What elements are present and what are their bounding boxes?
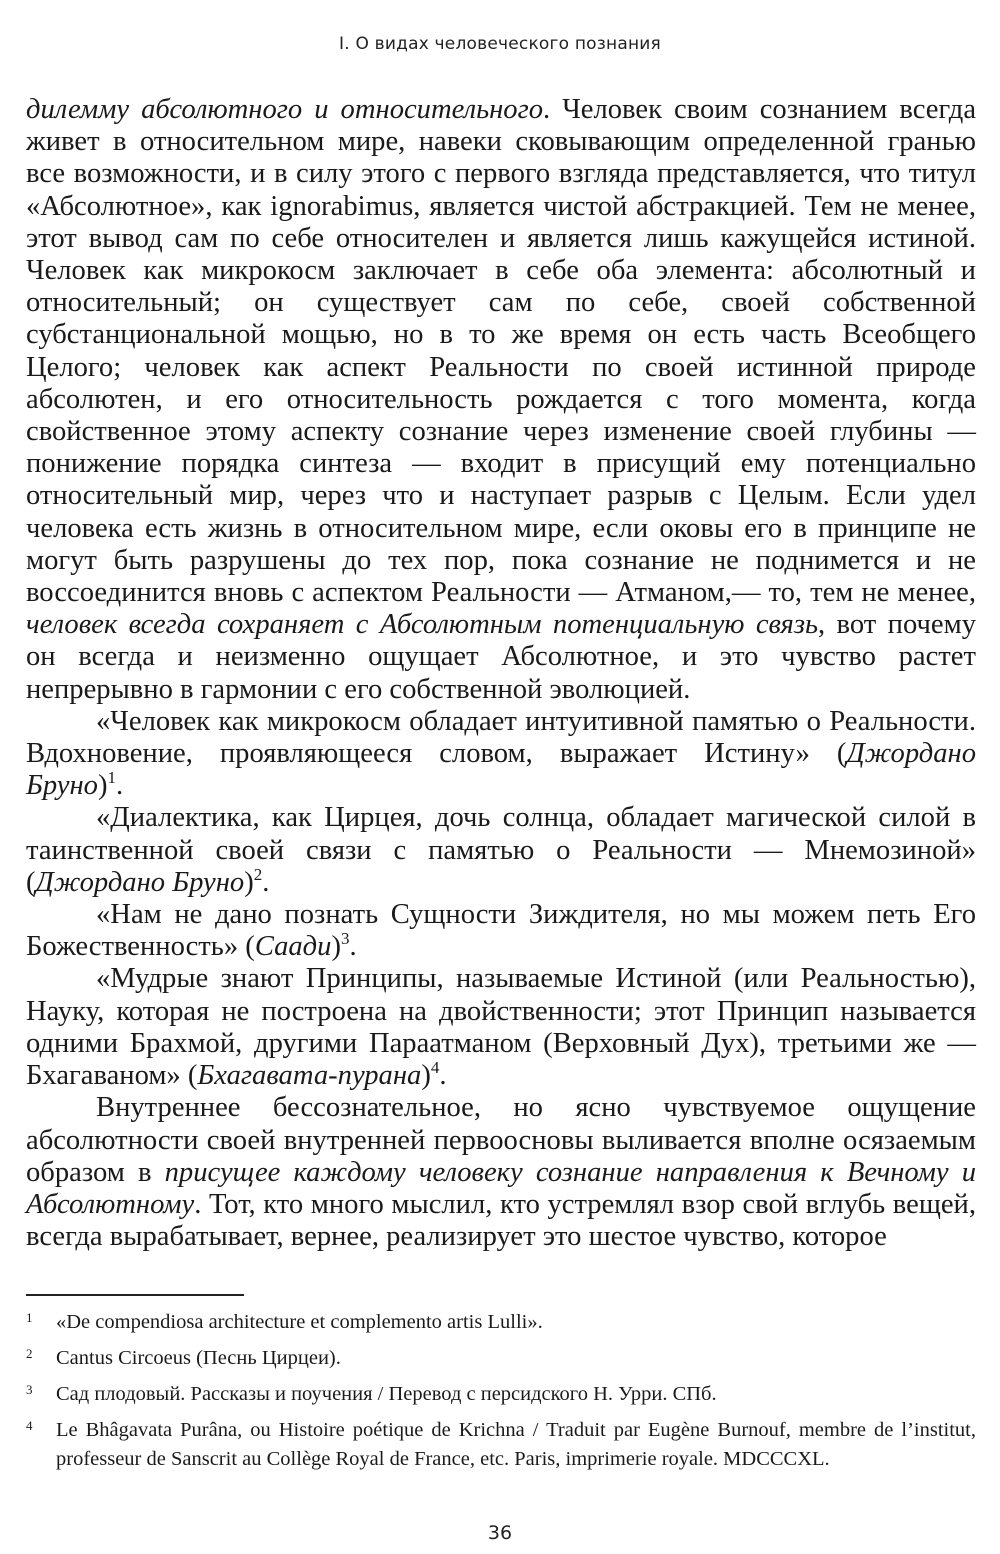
footnote-ref: 2 bbox=[253, 864, 263, 884]
text-run: . bbox=[439, 1060, 447, 1092]
emphasis: человек всегда сохраняет с Абсолютным потенциальную связь bbox=[26, 609, 819, 641]
footnote-rule bbox=[26, 1294, 244, 1296]
quote-text: «Мудрые знают Принципы, называемые Истиной (или Реальностью), Науку, которая не построена на двойственности; этот Принцип называется одними Брахмой, другими Параатманом (Верховный Дух), третьими же — Бхагаваном» ( bbox=[26, 963, 976, 1092]
text-run: . bbox=[262, 866, 270, 898]
running-title: I. О видах человеческого познания bbox=[339, 34, 661, 54]
paragraph-1 bbox=[26, 94, 976, 706]
text-run: ) bbox=[421, 1060, 431, 1092]
quote-text: «Человек как микрокосм обладает интуитивной памятью о Реальности. Вдохновение, проявляющееся словом, выражает Истину» ( bbox=[26, 705, 976, 770]
footnote-item bbox=[26, 1416, 976, 1474]
main-text bbox=[26, 94, 976, 1253]
text-run: ) bbox=[331, 931, 341, 963]
text-run: ) bbox=[97, 770, 108, 802]
footnote-number: 4 bbox=[26, 1418, 33, 1433]
footnote-ref: 4 bbox=[430, 1058, 440, 1078]
quote-paragraph-bhagavata bbox=[26, 963, 976, 1092]
quote-text: «Диалектика, как Цирцея, дочь солнца, обладает магической силой в таинственной своей связи с памятью о Реальности — Мнемозиной» ( bbox=[26, 802, 976, 898]
footnote-text: «De compendiosa architecture et complemento artis Lulli». bbox=[56, 1311, 543, 1333]
footnote-item bbox=[26, 1308, 976, 1337]
footnote-ref: 3 bbox=[340, 929, 350, 949]
quote-paragraph-saadi bbox=[26, 899, 976, 963]
quote-author: Джордано Бруно bbox=[35, 866, 245, 898]
text-run: ) bbox=[244, 866, 254, 898]
quote-text: «Нам не дано познать Сущности Зиждителя, но мы можем петь Его Божественность» ( bbox=[26, 899, 976, 963]
text-run: . Тот, кто много мыслил, кто устремлял взор свой вглубь вещей, всегда вырабатывает, вернее, реализирует это шестое чувство, которое bbox=[26, 1188, 976, 1253]
text-run: . bbox=[116, 770, 124, 802]
quote-paragraph-bruno-2 bbox=[26, 802, 976, 899]
text-run: . bbox=[349, 931, 357, 963]
text-run: , вот почему он всегда и неизменно ощущает Абсолютное, и это чувство растет непрерывно в гармонии с его собственной эволюцией. bbox=[26, 609, 976, 705]
footnote-text: Cantus Circoeus (Песнь Цирцеи). bbox=[56, 1347, 341, 1369]
text-run: . Человек своим сознанием всегда живет в относительном мире, навеки сковывающим определенной гранью все возможности, и в силу этого с первого взгляда представляется, что титул «Абсолютное», как ignorabimus, является чистой абстракцией. Тем не менее, этот вывод сам по себе относителен и является лишь кажущейся истиной. Человек как микрокосм заключает в себе оба элемента: абсолютный и относительный; он существует сам по себе, своей собственной субстанциональной мощью, но в то же время он есть часть Всеобщего Целого; человек как аспект Реальности по своей истинной природе абсолютен, и его относительность рождается с того момента, когда свойственное этому аспекту сознание через изменение своей глубины — понижение порядка синтеза — входит в присущий ему потенциально относительный мир, через что и наступает разрыв с Целым. Если удел человека есть жизнь в относительном мире, если оковы его в принципе не могут быть разрушены до тех пор, пока сознание не поднимется и не воссоединится вновь с аспектом Реальности — Атманом,— то, тем не менее, bbox=[26, 94, 977, 609]
footnotes bbox=[26, 1308, 976, 1481]
quote-author: Джордано Бруно bbox=[26, 738, 976, 802]
emphasis: дилемму абсолютного и относительного bbox=[26, 94, 544, 125]
footnote-text: Le Bhâgavata Purâna, ou Histoire poétique de Krichna / Traduit par Eugène Burnouf, membre de l’institut, professeur de Sanscrit au Collège Royal de France, etc. Paris, imprimerie royale. MDCCCXL. bbox=[56, 1419, 976, 1470]
quote-author: Саади bbox=[254, 931, 332, 963]
footnote-number: 3 bbox=[26, 1382, 33, 1397]
footnote-number: 1 bbox=[26, 1310, 33, 1325]
quote-author: Бхагавата-пурана bbox=[197, 1060, 422, 1092]
text-run: Внутреннее бессознательное, но ясно чувствуемое ощущение абсолютности своей внутренней первоосновы выливается вполне осязаемым образом в bbox=[26, 1092, 976, 1188]
footnote-item bbox=[26, 1344, 976, 1373]
footnote-number: 2 bbox=[26, 1346, 33, 1361]
paragraph-6 bbox=[26, 1092, 976, 1253]
footnote-ref: 1 bbox=[107, 768, 116, 788]
footnote-text: Сад плодовый. Рассказы и поучения / Перевод с персидского Н. Урри. СПб. bbox=[56, 1383, 717, 1405]
page-number: 36 bbox=[487, 1522, 513, 1544]
emphasis: присущее каждому человеку сознание направления к Вечному и Абсолютному bbox=[26, 1156, 977, 1220]
footnote-item bbox=[26, 1380, 976, 1409]
quote-paragraph-bruno-1 bbox=[26, 706, 976, 803]
